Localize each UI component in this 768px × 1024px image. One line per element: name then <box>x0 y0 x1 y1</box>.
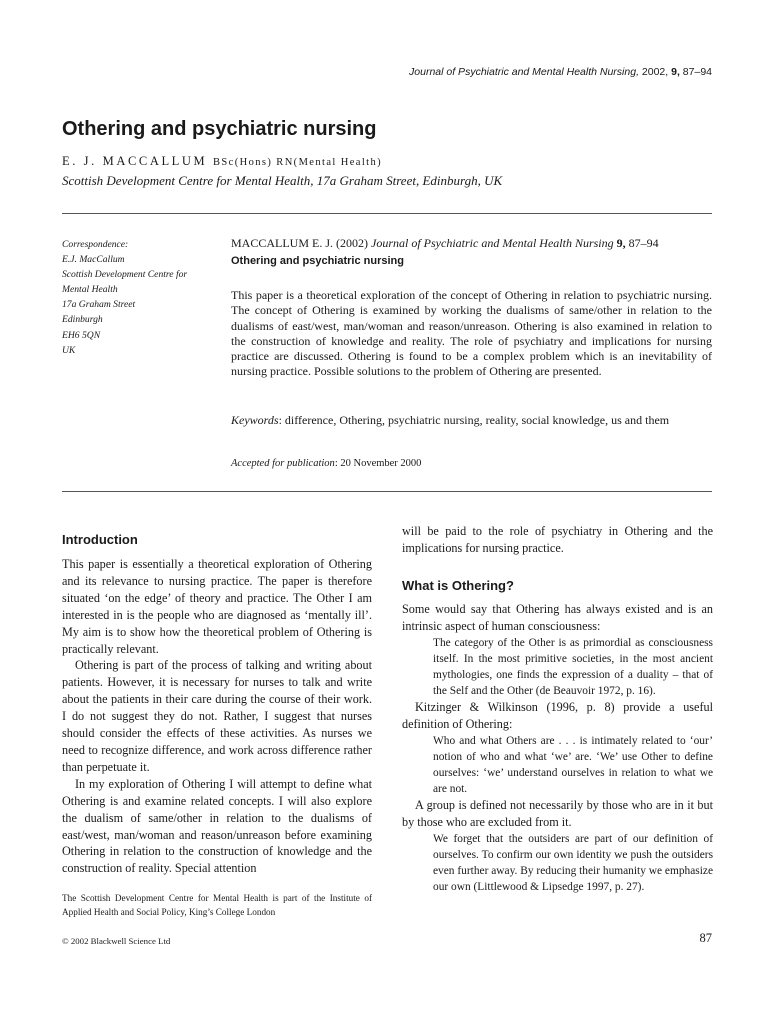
paragraph: This paper is essentially a theoretical exploration of Othering and its relevance to nursing practice. The paper is therefore situated ‘on the edge’ of theory and practice. The Other I am interested in is the people who are diagnosed as ‘mentally ill’. My aim is to show how the theoretical problem of Othering is practically relevant. <box>62 557 372 656</box>
introduction-heading-block <box>62 532 372 549</box>
correspondence-line: 17a Graham Street <box>62 299 136 311</box>
paragraph: A group is defined not necessarily by those who are in it but by those who are excluded from it. <box>402 798 713 830</box>
divider-top <box>62 213 712 214</box>
block-quote: We forget that the outsiders are part of our definition of ourselves. To confirm our own identity we push the outsiders even further away. By reducing their humanity we emphasize our own (Littlewood & Lipsedge 1997, p. 27). <box>433 833 713 894</box>
citation-journal: Journal of Psychiatric and Mental Health Nursing <box>371 236 614 250</box>
introduction-heading: Introduction <box>62 532 138 547</box>
correspondence-block <box>62 237 222 358</box>
accepted-date: 20 November 2000 <box>340 458 422 469</box>
journal-name: Journal of Psychiatric and Mental Health Nursing <box>409 66 637 78</box>
author-degrees: BSc(Hons) RN(Mental Health) <box>213 157 383 168</box>
journal-year: 2002, <box>641 66 669 78</box>
journal-header: Journal of Psychiatric and Mental Health Nursing, 2002, 9, 87–94 <box>409 66 712 78</box>
correspondence-line: EH6 5QN <box>62 329 101 341</box>
copyright: © 2002 Blackwell Science Ltd <box>62 936 171 946</box>
paragraph: In my exploration of Othering I will attempt to define what Othering is and examine related concepts. I will also explore the dualism of same/other in relation to the dualisms of east/west, man/woman and reason/unreason before examining Othering in relation to the construction of knowledge and the construction of reality. Special attention <box>62 776 372 876</box>
citation-pages: 87–94 <box>628 236 659 250</box>
section-heading-block <box>402 578 713 595</box>
keywords-label: Keywords <box>231 413 279 427</box>
block-quote: Who and what Others are . . . is intimately related to ‘our’ notion of who and what ‘we’ are. ‘We’ use Other to define ourselves: ‘we’ understand ourselves in relation to what we are not. <box>433 735 713 796</box>
section-heading: What is Othering? <box>402 578 514 593</box>
journal-volume: 9, <box>671 66 680 78</box>
citation-line <box>231 236 712 251</box>
abstract-text: This paper is a theoretical exploration of the concept of Othering in relation to psychiatric nursing. The concept of Othering is examined by working the dualisms of same/other in relation to the dualisms of east/west, man/woman and reason/unreason. Othering is also examined in relation to the construction of knowledge and reality. The role of psychiatry and implications for nursing practice are discussed. Othering is found to be a complex problem which is an inevitability of nursing practice. Possible solutions to the problem of Othering are presented. <box>231 288 712 379</box>
journal-pages: 87–94 <box>682 66 712 78</box>
citation-volume: 9, <box>616 236 626 250</box>
left-column <box>62 556 372 877</box>
paragraph: Kitzinger & Wilkinson (1996, p. 8) provide a useful definition of Othering: <box>402 700 713 732</box>
correspondence-line: UK <box>62 344 76 356</box>
correspondence-line: Edinburgh <box>62 314 103 326</box>
correspondence-line: E.J. MacCallum <box>62 254 125 266</box>
divider-bottom <box>62 491 712 492</box>
block-quote: The category of the Other is as primordial as consciousness itself. In the most primitive societies, in the most ancient mythologies, one finds the expression of a duality – that of the Self and the Other (de Beauvoir 1972, p. 16). <box>433 636 713 698</box>
paragraph: will be paid to the role of psychiatry in Othering and the implications for nursing practice. <box>402 524 713 555</box>
author-line <box>62 154 382 169</box>
footnote: The Scottish Development Centre for Mental Health is part of the Institute of Applied Health and Social Policy, King’s College London <box>62 893 372 917</box>
keywords-text: difference, Othering, psychiatric nursing, reality, social knowledge, us and them <box>284 413 670 427</box>
paragraph: Some would say that Othering has always existed and is an intrinsic aspect of human consciousness: <box>402 602 713 633</box>
abstract-title: Othering and psychiatric nursing <box>231 255 404 267</box>
accepted-line: Accepted for publication: 20 November 2000 <box>231 458 422 469</box>
article-title: Othering and psychiatric nursing <box>62 118 377 140</box>
right-column <box>402 601 713 896</box>
accepted-label: Accepted for publication <box>231 458 335 469</box>
correspondence-line: Mental Health <box>62 284 118 296</box>
right-column-top <box>402 523 713 557</box>
correspondence-line: Correspondence: <box>62 239 129 250</box>
page-number: 87 <box>699 931 712 945</box>
keywords: Keywords: difference, Othering, psychiatric nursing, reality, social knowledge, us and them <box>231 413 670 427</box>
citation-authors: MACCALLUM E. J. (2002) <box>231 236 368 250</box>
paragraph: Othering is part of the process of talking and writing about patients. However, it is necessary for nurses to talk and write about the patients in their care during the course of their work. I do not suggest they do not. Rather, I suggest that nurses should consider the effects of these activities. As nurses we need to recognize difference, and work across difference rather than perpetuate it. <box>62 658 372 774</box>
author-name: E. J. MACCALLUM <box>62 154 208 168</box>
author-affiliation: Scottish Development Centre for Mental Health, 17a Graham Street, Edinburgh, UK <box>62 173 503 188</box>
correspondence-line: Scottish Development Centre for <box>62 269 188 281</box>
